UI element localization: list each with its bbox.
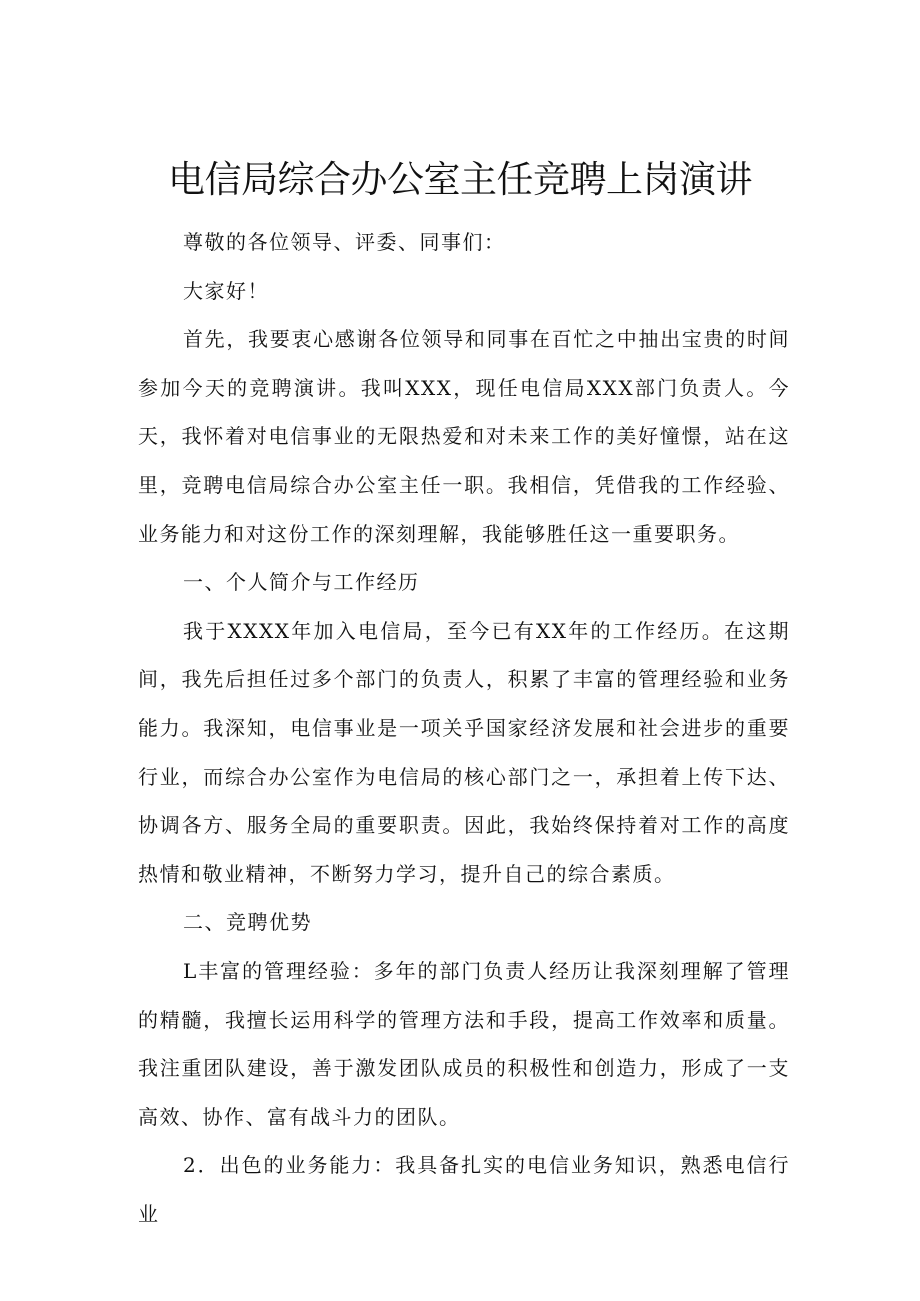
greeting-paragraph: 尊敬的各位领导、评委、同事们： [183,230,506,254]
section-heading-2: 二、竞聘优势 [183,910,312,935]
document-title: 电信局综合办公室主任竞聘上岗演讲 [168,158,752,201]
experience-paragraph: 我于XXXX年加入电信局，至今已有XX年的工作经历。在这期间，我先后担任过多个部门的负责人，积累了丰富的管理经验和业务能力。我深知，电信事业是一项关乎国家经济发展和社会进步的重要行业，而综合办公室作为电信局的核心部门之一，承担着上传下达、协调各方、服务全局的重要职责。因此，我始终保持着对工作的高度热情和敬业精神，不断努力学习，提升自己的综合素质。 [138,618,790,886]
advantage-paragraph-1: L丰富的管理经验：多年的部门负责人经历让我深刻理解了管理的精髓，我擅长运用科学的管理方法和手段，提高工作效率和质量。我注重团队建设，善于激发团队成员的积极性和创造力，形成了一支高效、协作、富有战斗力的团队。 [138,958,790,1129]
document-body [138,218,790,1238]
section-heading-1: 一、个人简介与工作经历 [183,570,420,595]
advantage-paragraph-2: 2．出色的业务能力：我具备扎实的电信业务知识，熟悉电信行业 [138,1153,790,1226]
intro-paragraph: 首先，我要衷心感谢各位领导和同事在百忙之中抽出宝贵的时间参加今天的竞聘演讲。我叫XXX，现任电信局XXX部门负责人。今天，我怀着对电信事业的无限热爱和对未来工作的美好憧憬，站在这里，竞聘电信局综合办公室主任一职。我相信，凭借我的工作经验、业务能力和对这份工作的深刻理解，我能够胜任这一重要职务。 [138,327,790,546]
hello-paragraph: 大家好！ [183,278,269,303]
